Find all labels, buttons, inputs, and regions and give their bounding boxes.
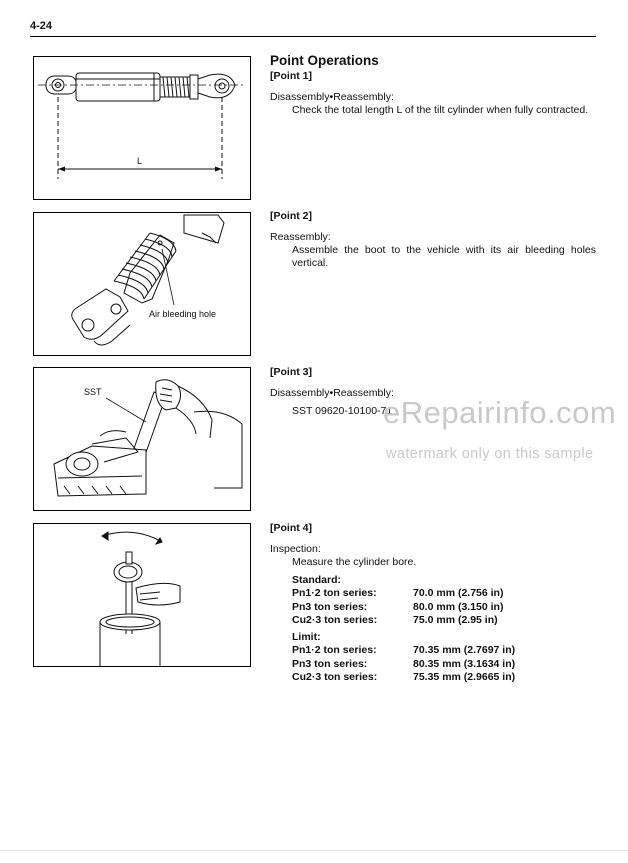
point-4-body: Measure the cylinder bore. — [292, 556, 417, 568]
figure-sst-tool — [33, 367, 251, 511]
spec-value: 80.0 mm (3.150 in) — [413, 600, 504, 613]
spec-series: Cu2·3 ton series: — [292, 671, 378, 684]
spec-series: Pn1·2 ton series: — [292, 644, 377, 657]
limit-label: Limit: — [292, 631, 321, 644]
spec-row — [292, 601, 596, 614]
spec-value: 75.35 mm (2.9665 in) — [413, 671, 516, 684]
section-title: Point Operations — [270, 53, 379, 68]
spec-table — [292, 574, 596, 684]
spec-series: Pn3 ton series: — [292, 657, 368, 670]
figure-boot — [33, 212, 251, 356]
point-1-section — [270, 54, 596, 117]
point-3-title: [Point 3] — [270, 366, 312, 378]
point-2-title: [Point 2] — [270, 210, 312, 222]
spec-series: Pn3 ton series: — [292, 600, 368, 613]
point-4-section — [270, 522, 596, 684]
boot-drawing — [34, 213, 250, 355]
point-1-body: Check the total length L of the tilt cylinder when fully contracted. — [292, 104, 589, 116]
bore-measure-drawing — [34, 524, 250, 666]
header-rule — [30, 36, 596, 37]
spec-series: Cu2·3 ton series: — [292, 613, 378, 626]
spec-row — [292, 614, 596, 627]
spec-row — [292, 658, 596, 671]
spec-row — [292, 644, 596, 657]
figure-tilt-cylinder — [33, 56, 251, 200]
spec-value: 70.0 mm (2.756 in) — [413, 587, 504, 600]
point-3-body: SST 09620-10100-71 — [292, 405, 393, 417]
point-2-body: Assemble the boot to the vehicle with its air bleeding holes vertical. — [292, 244, 596, 269]
spec-series: Pn1·2 ton series: — [292, 587, 377, 600]
dimension-label-L: L — [137, 156, 143, 166]
watermark-site: eRepairinfo.com — [383, 395, 617, 430]
point-1-label: Disassembly•Reassembly: — [270, 91, 394, 103]
sst-label: SST — [84, 387, 102, 397]
sst-drawing — [34, 368, 250, 510]
spec-value: 80.35 mm (3.1634 in) — [413, 657, 516, 670]
air-bleeding-hole-label: Air bleeding hole — [149, 309, 217, 319]
spec-row — [292, 671, 596, 684]
spec-value: 70.35 mm (2.7697 in) — [413, 644, 516, 657]
watermark-note: watermark only on this sample — [386, 446, 594, 462]
point-2-label: Reassembly: — [270, 231, 331, 243]
figure-bore-measure — [33, 523, 251, 667]
tilt-cylinder-drawing — [34, 57, 250, 199]
point-3-label: Disassembly•Reassembly: — [270, 387, 394, 399]
spec-row — [292, 587, 596, 600]
point-1-title: [Point 1] — [270, 70, 312, 82]
spec-value: 75.0 mm (2.95 in) — [413, 613, 498, 626]
footer-rule — [0, 850, 628, 851]
point-2-section — [270, 210, 596, 270]
page-number: 4-24 — [30, 20, 53, 32]
standard-label: Standard: — [292, 574, 342, 586]
point-4-label: Inspection: — [270, 543, 321, 555]
point-4-title: [Point 4] — [270, 522, 312, 534]
